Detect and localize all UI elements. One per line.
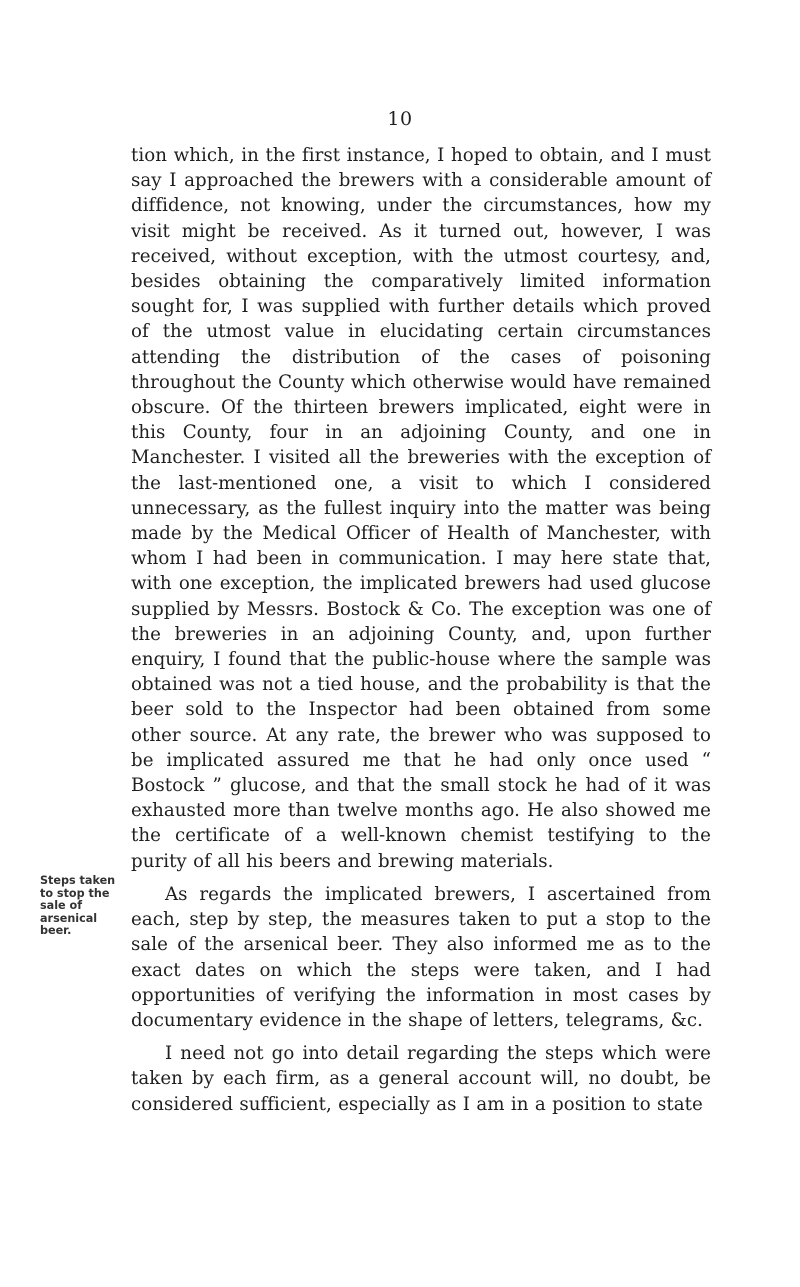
margin-note: Steps taken to stop the sale of arsenical beer. <box>40 874 116 938</box>
paragraph-continuation: tion which, in the first instance, I hoped to obtain, and I must say I approached the brewers with a considerable amount of diffidence, not knowing, under the circumstances, how my visit might be received. As it turned out, however, I was received, without exception, with the utmost courtesy, and, besides obtaining the comparatively limited information sought for, I was supplied with further details which proved of the utmost value in elucidating certain circumstances attending the distribution of the cases of poisoning throughout the County which otherwise would have remained obscure. Of the thirteen brewers implicated, eight were in this County, four in an adjoining County, and one in Manchester. I visited all the breweries with the exception of the last-mentioned one, a visit to which I considered unnecessary, as the fullest inquiry into the matter was being made by the Medical Officer of Health of Manchester, with whom I had been in communication. I may here state that, with one exception, the implicated brewers had used glucose supplied by Messrs. Bostock & Co. The exception was one of the breweries in an adjoining County, and, upon further enquiry, I found that the public-house where the sample was obtained was not a tied house, and the probability is that the beer sold to the Inspector had been obtained from some other source. At any rate, the brewer who was supposed to be implicated assured me that he had only once used “ Bostock ” glucose, and that the small stock he had of it was exhausted more than twelve months ago. He also showed me the certificate of a well-known chemist testifying to the purity of all his beers and brewing materials. <box>131 145 711 872</box>
page-number: 10 <box>387 108 413 130</box>
paragraph-steps-detail: I need not go into detail regarding the steps which were taken by each firm, as a general account will, no doubt, be considered sufficient, especially as I am in a position to state <box>131 1043 711 1115</box>
body-text <box>131 143 711 1117</box>
paragraph-implicated-brewers: As regards the implicated brewers, I ascertained from each, step by step, the measures taken to put a stop to the sale of the arsenical beer. They also informed me as to the exact dates on which the steps were taken, and I had opportunities of verifying the information in most cases by documentary evidence in the shape of letters, telegrams, &c. <box>131 883 711 1031</box>
